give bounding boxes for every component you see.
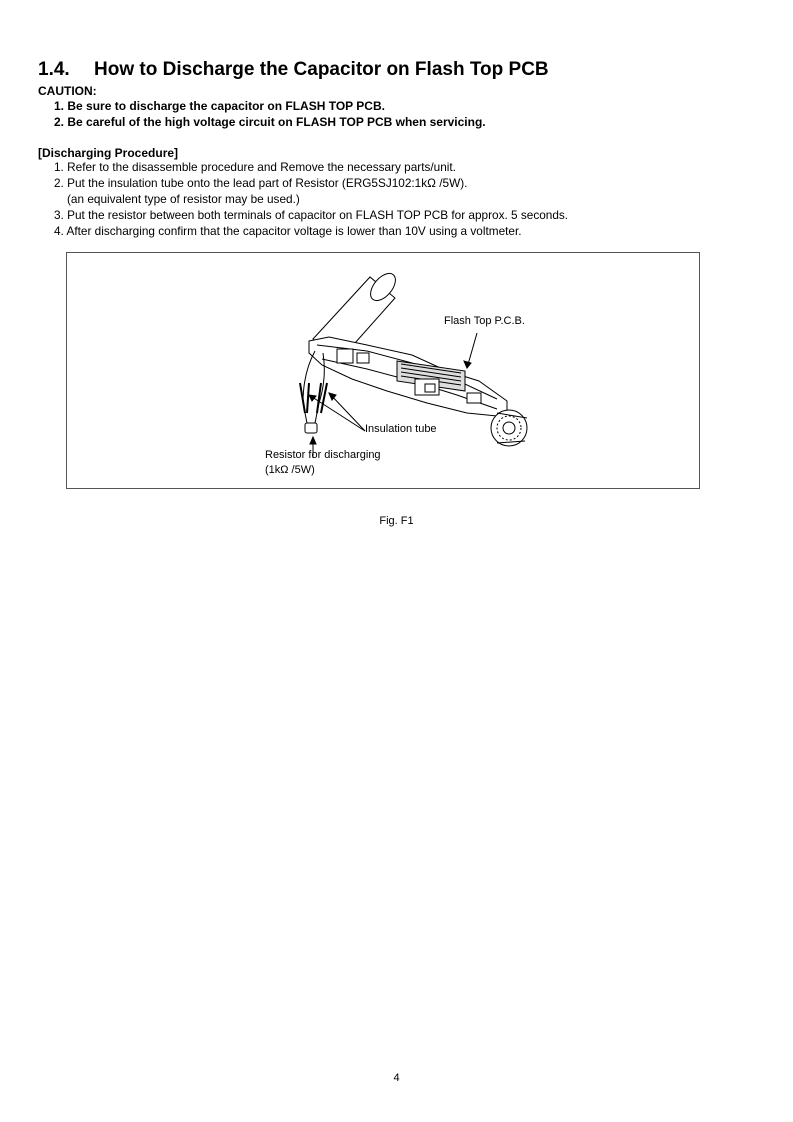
section-title: How to Discharge the Capacitor on Flash Top PCB <box>94 59 549 80</box>
section-number: 1.4. <box>38 59 70 80</box>
procedure-step-note: (an equivalent type of resistor may be used.) <box>67 192 300 206</box>
tube-arrow-a <box>329 393 365 431</box>
figure-caption: Fig. F1 <box>379 515 414 527</box>
procedure-step: 4. After discharging confirm that the capacitor voltage is lower than 10V using a voltmeter. <box>54 224 522 238</box>
flash-pcb-illustration <box>67 253 701 490</box>
figure-box <box>66 252 700 489</box>
label-resistor-rating: (1kΩ /5W) <box>265 464 315 476</box>
label-insulation-tube: Insulation tube <box>365 423 437 435</box>
procedure-list <box>54 159 568 239</box>
procedure-title: [Discharging Procedure] <box>38 146 179 160</box>
caution-item: 1. Be sure to discharge the capacitor on FLASH TOP PCB. <box>54 99 385 113</box>
label-flash-top-pcb: Flash Top P.C.B. <box>444 315 525 327</box>
procedure-step: 1. Refer to the disassemble procedure and Remove the necessary parts/unit. <box>54 160 456 174</box>
caution-list <box>54 98 486 130</box>
page-number: 4 <box>393 1072 400 1084</box>
resistor-body <box>305 423 317 433</box>
procedure-step: 2. Put the insulation tube onto the lead part of Resistor (ERG5SJ102:1kΩ /5W). <box>54 176 468 190</box>
section-heading <box>38 59 549 81</box>
procedure-step: 3. Put the resistor between both terminals of capacitor on FLASH TOP PCB for approx. 5 seconds. <box>54 208 569 222</box>
caution-item: 2. Be careful of the high voltage circuit on FLASH TOP PCB when servicing. <box>54 115 486 129</box>
label-resistor: Resistor for discharging <box>265 449 381 461</box>
caution-title: CAUTION: <box>38 84 97 98</box>
